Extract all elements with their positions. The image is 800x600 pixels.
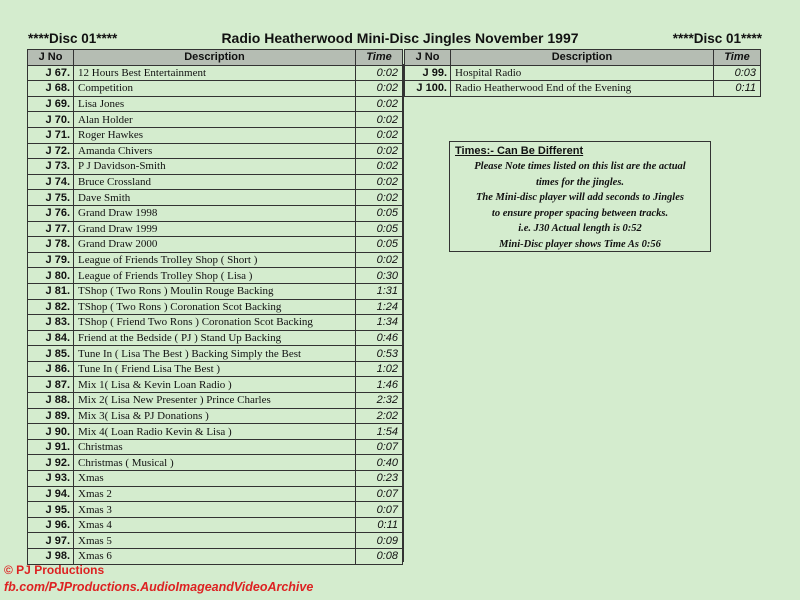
notice-line: Please Note times listed on this list are the actual: [474, 161, 686, 172]
jingle-description: Bruce Crossland: [74, 174, 356, 190]
jingle-time: 0:53: [356, 346, 403, 362]
jingle-number: J 84.: [28, 330, 74, 346]
jingle-number: J 97.: [28, 533, 74, 549]
jingle-description: TShop ( Friend Two Rons ) Coronation Scot Backing: [74, 315, 356, 331]
column-header-time: Time: [714, 50, 761, 66]
copyright-credit: © PJ Productions: [4, 563, 105, 577]
table-row: [28, 174, 403, 190]
table-row: [28, 252, 403, 268]
jingle-time: 1:02: [356, 361, 403, 377]
table-row: [28, 361, 403, 377]
jingle-time: 2:32: [356, 393, 403, 409]
disc-label-right: ****Disc 01****: [672, 31, 762, 46]
jingle-number: J 80.: [28, 268, 74, 284]
jingle-time: 0:05: [356, 205, 403, 221]
table-row: [28, 237, 403, 253]
times-notice-box: [449, 141, 711, 252]
jingle-description: Mix 3( Lisa & PJ Donations ): [74, 408, 356, 424]
table-row: [28, 424, 403, 440]
jingle-description: Mix 2( Lisa New Presenter ) Prince Charles: [74, 393, 356, 409]
notice-line: i.e. J30 Actual length is 0:52: [518, 223, 642, 235]
notice-line: The Mini-disc player will add seconds to Jingles: [476, 192, 684, 204]
jingle-number: J 74.: [28, 174, 74, 190]
jingle-number: J 75.: [28, 190, 74, 206]
jingle-time: 0:07: [356, 486, 403, 502]
table-row: [28, 330, 403, 346]
jingle-number: J 91.: [28, 439, 74, 455]
jingle-description: Tune In ( Lisa The Best ) Backing Simply the Best: [74, 346, 356, 362]
table-row: [28, 455, 403, 471]
table-row: [28, 221, 403, 237]
jingle-description: Xmas 5: [74, 533, 356, 549]
jingle-description: League of Friends Trolley Shop ( Lisa ): [74, 268, 356, 284]
jingle-description: Mix 1( Lisa & Kevin Loan Radio ): [74, 377, 356, 393]
jingle-number: J 99.: [405, 65, 451, 81]
jingle-description: Dave Smith: [74, 190, 356, 206]
jingle-description: 12 Hours Best Entertainment: [74, 65, 356, 81]
jingle-description: Roger Hawkes: [74, 127, 356, 143]
jingle-time: 0:07: [356, 439, 403, 455]
jingle-number: J 69.: [28, 96, 74, 112]
jingle-description: Xmas 4: [74, 517, 356, 533]
jingle-description: TShop ( Two Rons ) Moulin Rouge Backing: [74, 283, 356, 299]
table-row: [28, 439, 403, 455]
jingle-description: Grand Draw 1998: [74, 205, 356, 221]
jingle-description: Radio Heatherwood End of the Evening: [451, 81, 714, 97]
jingle-time: 0:07: [356, 502, 403, 518]
jingle-description: Hospital Radio: [451, 65, 714, 81]
jingle-description: P J Davidson-Smith: [74, 159, 356, 175]
jingle-number: J 85.: [28, 346, 74, 362]
jingle-time: 1:46: [356, 377, 403, 393]
jingle-time: 1:24: [356, 299, 403, 315]
jingle-number: J 100.: [405, 81, 451, 97]
jingle-number: J 68.: [28, 81, 74, 97]
jingle-number: J 67.: [28, 65, 74, 81]
jingle-number: J 93.: [28, 471, 74, 487]
jingle-time: 0:05: [356, 221, 403, 237]
jingle-description: League of Friends Trolley Shop ( Short ): [74, 252, 356, 268]
notice-line: Mini-Disc player shows Time As 0:56: [499, 238, 661, 250]
page-title: Radio Heatherwood Mini-Disc Jingles November 1997: [221, 30, 579, 46]
table-row: [28, 143, 403, 159]
table-header-row: [405, 50, 761, 66]
jingle-time: 0:02: [356, 81, 403, 97]
jingle-number: J 83.: [28, 315, 74, 331]
jingle-number: J 87.: [28, 377, 74, 393]
table-row: [405, 81, 761, 97]
divider-strip: [402, 64, 404, 562]
jingle-number: J 71.: [28, 127, 74, 143]
jingle-number: J 72.: [28, 143, 74, 159]
table-row: [28, 127, 403, 143]
column-header-time: Time: [356, 50, 403, 66]
table-row: [28, 315, 403, 331]
jingle-time: 0:02: [356, 112, 403, 128]
table-row: [28, 65, 403, 81]
column-header-description: Description: [451, 50, 714, 66]
jingle-time: 0:02: [356, 174, 403, 190]
jingle-number: J 77.: [28, 221, 74, 237]
table-header-row: [28, 50, 403, 66]
column-header-description: Description: [74, 50, 356, 66]
jingle-time: 0:11: [356, 517, 403, 533]
table-row: [28, 393, 403, 409]
table-row: [28, 549, 403, 565]
table-row: [28, 517, 403, 533]
jingle-description: TShop ( Two Rons ) Coronation Scot Backing: [74, 299, 356, 315]
table-row: [28, 159, 403, 175]
jingle-time: 0:02: [356, 65, 403, 81]
table-row: [28, 112, 403, 128]
jingle-description: Xmas 6: [74, 549, 356, 565]
table-row: [28, 283, 403, 299]
notice-line: to ensure proper spacing between tracks.: [491, 207, 669, 219]
jingle-time: 0:03: [714, 65, 761, 81]
table-row: [28, 502, 403, 518]
jingle-time: 1:54: [356, 424, 403, 440]
jingle-time: 0:05: [356, 237, 403, 253]
jingles-table-left: [27, 49, 403, 565]
jingle-number: J 78.: [28, 237, 74, 253]
jingle-time: 1:34: [356, 315, 403, 331]
table-row: [28, 533, 403, 549]
table-row: [28, 190, 403, 206]
disc-label-left: ****Disc 01****: [28, 31, 118, 46]
jingle-description: Alan Holder: [74, 112, 356, 128]
table-row: [28, 299, 403, 315]
jingle-number: J 79.: [28, 252, 74, 268]
jingle-number: J 70.: [28, 112, 74, 128]
jingle-description: Lisa Jones: [74, 96, 356, 112]
table-row: [28, 81, 403, 97]
jingle-description: Christmas ( Musical ): [74, 455, 356, 471]
jingle-time: 0:08: [356, 549, 403, 565]
jingle-time: 1:31: [356, 283, 403, 299]
column-header-jno: J No: [28, 50, 74, 66]
jingle-description: Amanda Chivers: [74, 143, 356, 159]
column-header-jno: J No: [405, 50, 451, 66]
jingle-time: 0:11: [714, 81, 761, 97]
jingle-number: J 95.: [28, 502, 74, 518]
jingle-number: J 81.: [28, 283, 74, 299]
jingle-number: J 92.: [28, 455, 74, 471]
jingle-time: 0:23: [356, 471, 403, 487]
table-row: [28, 377, 403, 393]
jingle-time: 0:02: [356, 143, 403, 159]
jingle-number: J 89.: [28, 408, 74, 424]
jingle-description: Xmas: [74, 471, 356, 487]
jingle-number: J 73.: [28, 159, 74, 175]
table-row: [28, 486, 403, 502]
jingle-time: 0:02: [356, 190, 403, 206]
jingle-time: 0:02: [356, 96, 403, 112]
jingle-description: Mix 4( Loan Radio Kevin & Lisa ): [74, 424, 356, 440]
jingle-description: Grand Draw 1999: [74, 221, 356, 237]
jingles-table-right: [404, 49, 761, 97]
jingle-time: 0:46: [356, 330, 403, 346]
jingle-number: J 96.: [28, 517, 74, 533]
jingle-time: 0:30: [356, 268, 403, 284]
jingle-number: J 82.: [28, 299, 74, 315]
jingle-description: Xmas 2: [74, 486, 356, 502]
notice-title: Times:- Can Be Different: [455, 145, 584, 157]
jingle-time: 0:02: [356, 127, 403, 143]
table-row: [28, 96, 403, 112]
jingle-time: 0:40: [356, 455, 403, 471]
table-row: [28, 471, 403, 487]
notice-line: times for the jingles.: [535, 176, 625, 188]
jingle-number: J 90.: [28, 424, 74, 440]
jingle-number: J 88.: [28, 393, 74, 409]
jingle-number: J 86.: [28, 361, 74, 377]
table-row: [28, 408, 403, 424]
jingle-description: Competition: [74, 81, 356, 97]
jingle-description: Friend at the Bedside ( PJ ) Stand Up Backing: [74, 330, 356, 346]
jingle-description: Grand Draw 2000: [74, 237, 356, 253]
jingle-number: J 98.: [28, 549, 74, 565]
jingle-description: Tune In ( Friend Lisa The Best ): [74, 361, 356, 377]
jingle-description: Christmas: [74, 439, 356, 455]
table-row: [28, 268, 403, 284]
table-row: [405, 65, 761, 81]
table-row: [28, 205, 403, 221]
jingle-time: 2:02: [356, 408, 403, 424]
jingle-time: 0:09: [356, 533, 403, 549]
facebook-archive-link[interactable]: fb.com/PJProductions.AudioImageandVideoArchive: [4, 580, 314, 594]
jingle-number: J 76.: [28, 205, 74, 221]
notice-body: [450, 159, 710, 253]
jingle-number: J 94.: [28, 486, 74, 502]
jingle-time: 0:02: [356, 159, 403, 175]
jingle-time: 0:02: [356, 252, 403, 268]
table-row: [28, 346, 403, 362]
jingle-description: Xmas 3: [74, 502, 356, 518]
